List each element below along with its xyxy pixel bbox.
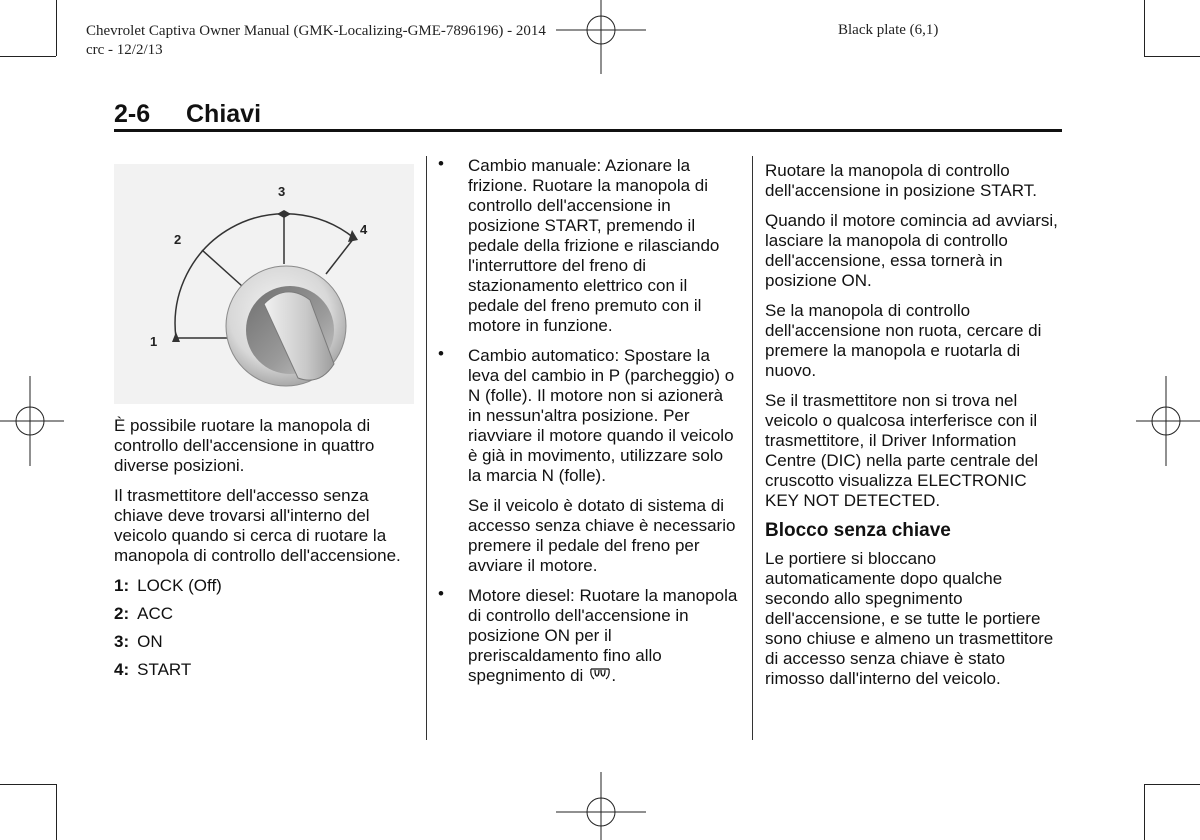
- crop-mark-top-right-h: [1144, 56, 1200, 57]
- column-separator-1: [426, 156, 427, 740]
- engine-start-paragraph: Quando il motore comincia ad avviarsi, lasciare la manopola di controllo dell'accensione, essa tornerà in posizione ON.: [765, 211, 1058, 290]
- knob-stuck-paragraph: Se la manopola di controllo dell'accensione non ruota, cercare di premere la manopola e ruotarla di nuovo.: [765, 301, 1042, 380]
- glow-plug-icon: [589, 667, 611, 688]
- column-separator-2: [752, 156, 753, 740]
- diesel-engine-bullet: • Motore diesel: Ruotare la manopola di controllo dell'accensione in posizione ON per il preriscaldamento fino allo spegnimento di .: [438, 586, 738, 688]
- keyless-lock-heading: Blocco senza chiave: [765, 520, 951, 541]
- list-item: 4: START: [114, 660, 192, 679]
- column-3: [765, 161, 1065, 699]
- callout-4: 4: [360, 222, 368, 237]
- registration-mark-top: [556, 0, 646, 74]
- list-item: 1: LOCK (Off): [114, 576, 222, 595]
- registration-mark-right: [1136, 376, 1200, 466]
- intro-paragraph: È possibile ruotare la manopola di controllo dell'accensione in quattro diverse posizioni.: [114, 416, 375, 475]
- print-header-line1: Chevrolet Captiva Owner Manual (GMK-Localizing-GME-7896196) - 2014: [86, 23, 546, 39]
- print-header-line2: crc - 12/2/13: [86, 42, 163, 58]
- crop-mark-top-left-h: [0, 56, 56, 57]
- crop-mark-top-left-v: [56, 0, 57, 56]
- callout-1: 1: [150, 334, 158, 349]
- position-list: [114, 576, 414, 680]
- column-1: [114, 416, 414, 688]
- section-number: 2-6: [114, 100, 151, 128]
- callout-2: 2: [174, 232, 182, 247]
- registration-mark-bottom: [556, 772, 646, 840]
- automatic-gearbox-bullet: • Cambio automatico: Spostare la leva del cambio in P (parcheggio) o N (folle). Il motore non si azionerà in nessun'altra posizione. Per riavviare il motore quando il veicolo è già in movimento, utilizzare solo la marcia N (folle).: [438, 344, 735, 485]
- registration-mark-left: [0, 376, 64, 466]
- keyless-note: Se il veicolo è dotato di sistema di accesso senza chiave è necessario premere il pedale del freno per avviare il motore.: [468, 496, 736, 575]
- bullet-dot: •: [438, 584, 444, 603]
- transmitter-missing-paragraph: Se il trasmettitore non si trova nel veicolo o qualcosa interferisce con il trasmettitore, il Driver Information Centre (DIC) nella parte centrale del cruscotto visualizza ELECTRONIC KEY NOT DETECTED.: [765, 391, 1039, 510]
- column-2: [438, 156, 738, 698]
- callout-3: 3: [278, 184, 286, 199]
- bullet-dot: •: [438, 344, 444, 363]
- crop-mark-bottom-left-h: [0, 784, 56, 785]
- plate-label: Black plate (6,1): [838, 22, 939, 38]
- crop-mark-top-right-v: [1144, 0, 1145, 56]
- manual-gearbox-bullet: • Cambio manuale: Azionare la frizione. Ruotare la manopola di controllo dell'accensione in posizione START, premendo il pedale della frizione e rilasciando l'interruttore del freno di stazionamento elettrico con il pedale del freno premuto con il motore in funzione.: [438, 154, 720, 335]
- section-title: Chiavi: [186, 100, 262, 128]
- list-item: 3: ON: [114, 632, 163, 651]
- start-paragraph: Ruotare la manopola di controllo dell'accensione in posizione START.: [765, 161, 1037, 200]
- section-rule: [114, 129, 1062, 132]
- keyless-lock-paragraph: Le portiere si bloccano automaticamente dopo qualche secondo allo spegnimento dell'accensione, e se tutte le portiere sono chiuse e almeno un trasmettitore di accesso senza chiave è stato rimosso dall'interno del veicolo.: [765, 549, 1054, 688]
- list-item: 2: ACC: [114, 604, 174, 623]
- crop-mark-bottom-right-v: [1144, 784, 1145, 840]
- bullet-dot: •: [438, 154, 444, 173]
- transmitter-paragraph: Il trasmettitore dell'accesso senza chiave deve trovarsi all'interno del veicolo quando si cerca di ruotare la manopola di controllo dell'accensione.: [114, 486, 401, 565]
- crop-mark-bottom-left-v: [56, 784, 57, 840]
- ignition-switch-figure: [114, 164, 414, 404]
- crop-mark-bottom-right-h: [1144, 784, 1200, 785]
- print-header: [86, 22, 546, 60]
